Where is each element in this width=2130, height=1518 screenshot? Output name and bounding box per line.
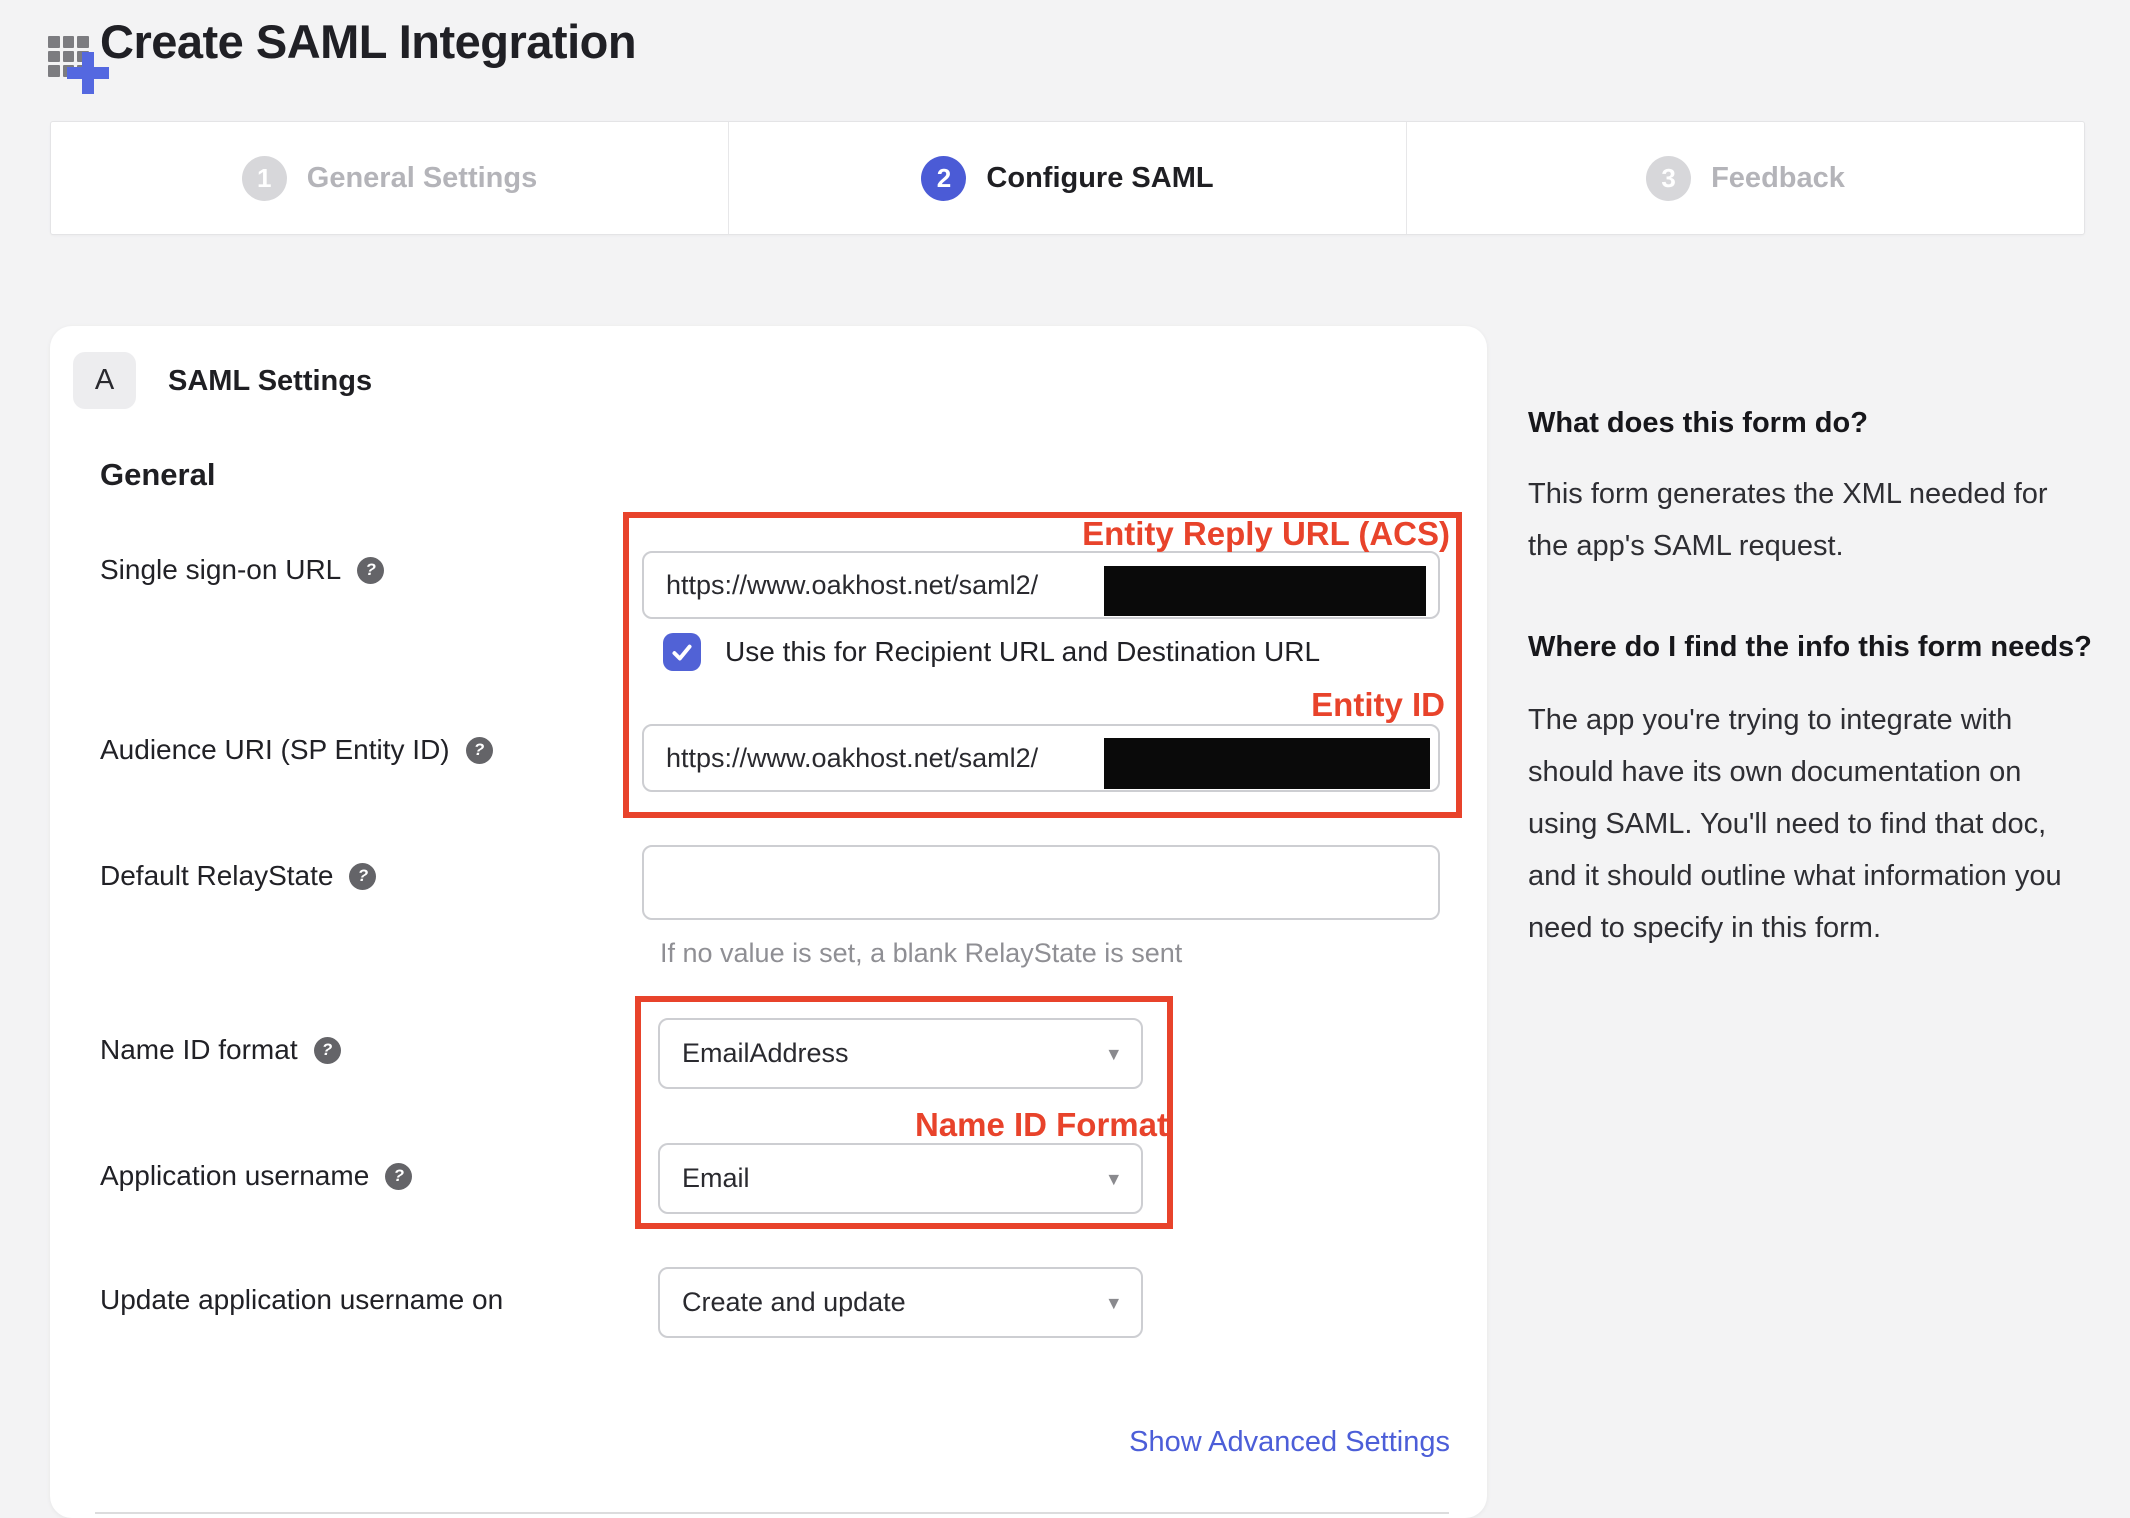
update-username-label: Update application username on [100, 1284, 504, 1315]
step-general-settings[interactable] [51, 122, 728, 234]
name-id-format-label: Name ID format [100, 1034, 298, 1065]
step-feedback[interactable] [1406, 122, 2084, 234]
general-group-heading: General [100, 457, 216, 492]
sidebar-heading-1: What does this form do? [1528, 407, 1868, 439]
section-divider [95, 1512, 1449, 1514]
question-glyph: ? [365, 560, 376, 579]
application-username-value: Email [682, 1163, 750, 1193]
sidebar-body-2: The app you're trying to integrate with should have its own documentation on using SAML. You'll need to find that doc, and it should outline what information you need to specify in this form. [1528, 704, 2062, 944]
sso-url-value: https://www.oakhost.net/saml2/ [666, 569, 1039, 600]
step-label: Feedback [1711, 161, 1845, 194]
help-icon[interactable] [349, 863, 376, 890]
annotation-box-urls [623, 512, 1462, 818]
help-icon[interactable] [466, 737, 493, 764]
relaystate-hint: If no value is set, a blank RelayState is sent [660, 938, 1183, 968]
sidebar-body-1: This form generates the XML needed for the app's SAML request. [1528, 478, 2048, 562]
question-glyph: ? [473, 740, 485, 759]
sidebar-heading-2: Where do I find the info this form needs? [1528, 631, 2092, 663]
question-glyph: ? [321, 1040, 333, 1059]
update-username-value: Create and update [682, 1287, 906, 1317]
chevron-down-icon: ▾ [1108, 1167, 1119, 1190]
annotation-name-id-format: Name ID Format [914, 1106, 1168, 1143]
name-id-format-value: EmailAddress [682, 1038, 849, 1068]
wizard-step-bar [50, 121, 2085, 235]
section-title: SAML Settings [168, 365, 373, 397]
default-relaystate-input[interactable] [642, 845, 1440, 920]
sso-url-label: Single sign-on URL [100, 554, 342, 585]
help-icon[interactable] [385, 1163, 412, 1190]
annotation-entity-id: Entity ID [1311, 686, 1445, 723]
chevron-down-icon: ▾ [1108, 1291, 1119, 1314]
annotation-entity-reply-url: Entity Reply URL (ACS) [1082, 515, 1450, 552]
application-username-label-row [100, 1160, 412, 1192]
section-a-badge: A [73, 352, 136, 409]
question-glyph: ? [393, 1166, 404, 1185]
audience-uri-label: Audience URI (SP Entity ID) [100, 734, 450, 765]
update-username-select[interactable] [658, 1267, 1143, 1338]
sso-url-label-row [100, 554, 384, 586]
relaystate-label: Default RelayState [100, 860, 334, 891]
update-username-label-row [100, 1284, 503, 1316]
application-username-label: Application username [100, 1160, 370, 1191]
help-icon[interactable] [357, 557, 384, 584]
step-number-badge: 3 [1646, 156, 1691, 201]
step-label: General Settings [306, 161, 538, 194]
step-configure-saml[interactable] [728, 122, 1406, 234]
help-icon[interactable] [314, 1037, 341, 1064]
chevron-down-icon: ▾ [1108, 1042, 1119, 1065]
saml-settings-card [50, 326, 1487, 1518]
question-glyph: ? [357, 866, 369, 885]
help-sidebar [1528, 400, 2094, 954]
step-number-badge: 1 [242, 156, 287, 201]
step-number-badge: 2 [921, 156, 966, 201]
step-label: Configure SAML [986, 161, 1214, 194]
show-advanced-settings-link[interactable]: Show Advanced Settings [1129, 1426, 1450, 1458]
audience-uri-label-row [100, 734, 493, 766]
audience-uri-value: https://www.oakhost.net/saml2/ [666, 742, 1039, 773]
name-id-format-label-row [100, 1034, 341, 1066]
relaystate-label-row [100, 860, 376, 892]
page-title: Create SAML Integration [100, 15, 637, 68]
use-this-checkbox-label: Use this for Recipient URL and Destination URL [725, 636, 1321, 667]
